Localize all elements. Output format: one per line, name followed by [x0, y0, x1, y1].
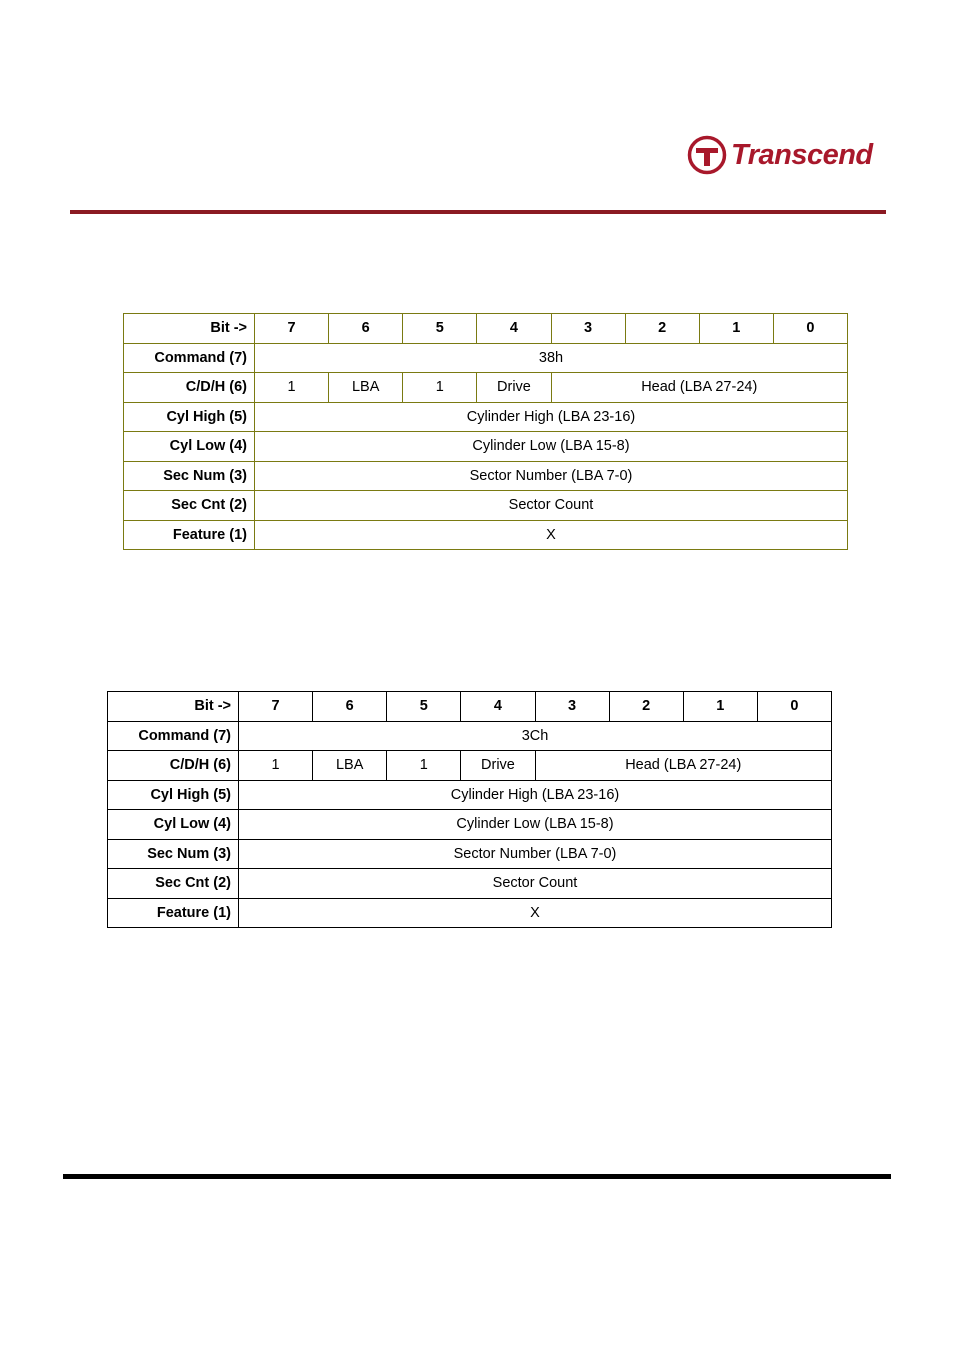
- bit-0-header: 0: [757, 692, 831, 722]
- feature-row: [108, 898, 832, 928]
- command-row: [108, 721, 832, 751]
- cdh-bit5: 1: [403, 373, 477, 403]
- command-value: 3Ch: [239, 721, 832, 751]
- bit-header-row: [108, 692, 832, 722]
- transcend-logo: [687, 134, 873, 176]
- command-label: Command (7): [124, 343, 255, 373]
- cyl-high-label: Cyl High (5): [108, 780, 239, 810]
- feature-label: Feature (1): [124, 520, 255, 550]
- cdh-bit6: LBA: [313, 751, 387, 781]
- cyl-high-value: Cylinder High (LBA 23-16): [255, 402, 848, 432]
- sec-cnt-row: [124, 491, 848, 521]
- cdh-bit7: 1: [239, 751, 313, 781]
- bit-3-header: 3: [535, 692, 609, 722]
- cyl-low-label: Cyl Low (4): [108, 810, 239, 840]
- bit-header-row: [124, 314, 848, 344]
- cyl-high-row: [124, 402, 848, 432]
- bit-4-header: 4: [461, 692, 535, 722]
- cdh-bit4: Drive: [461, 751, 535, 781]
- bit-row-label: Bit ->: [124, 314, 255, 344]
- cyl-low-row: [108, 810, 832, 840]
- command-label: Command (7): [108, 721, 239, 751]
- bit-row-label: Bit ->: [108, 692, 239, 722]
- footer-divider: [63, 1174, 891, 1179]
- cyl-low-row: [124, 432, 848, 462]
- cyl-low-label: Cyl Low (4): [124, 432, 255, 462]
- header-divider: [70, 210, 886, 214]
- command-value: 38h: [255, 343, 848, 373]
- bit-7-header: 7: [239, 692, 313, 722]
- feature-label: Feature (1): [108, 898, 239, 928]
- sec-num-label: Sec Num (3): [124, 461, 255, 491]
- sec-cnt-label: Sec Cnt (2): [108, 869, 239, 899]
- cdh-bit7: 1: [255, 373, 329, 403]
- register-table-2: [107, 691, 832, 928]
- bit-1-header: 1: [683, 692, 757, 722]
- bit-6-header: 6: [329, 314, 403, 344]
- feature-value: X: [239, 898, 832, 928]
- cdh-row: [108, 751, 832, 781]
- cdh-bit4: Drive: [477, 373, 551, 403]
- cdh-head: Head (LBA 27-24): [551, 373, 848, 403]
- cdh-label: C/D/H (6): [124, 373, 255, 403]
- transcend-logo-icon: [687, 135, 727, 175]
- cdh-row: [124, 373, 848, 403]
- sec-cnt-label: Sec Cnt (2): [124, 491, 255, 521]
- feature-row: [124, 520, 848, 550]
- sec-num-row: [124, 461, 848, 491]
- sec-num-value: Sector Number (LBA 7-0): [255, 461, 848, 491]
- bit-5-header: 5: [403, 314, 477, 344]
- bit-1-header: 1: [699, 314, 773, 344]
- sec-num-value: Sector Number (LBA 7-0): [239, 839, 832, 869]
- feature-value: X: [255, 520, 848, 550]
- bit-2-header: 2: [625, 314, 699, 344]
- sec-cnt-row: [108, 869, 832, 899]
- bit-4-header: 4: [477, 314, 551, 344]
- bit-6-header: 6: [313, 692, 387, 722]
- cyl-high-row: [108, 780, 832, 810]
- bit-2-header: 2: [609, 692, 683, 722]
- sec-num-label: Sec Num (3): [108, 839, 239, 869]
- register-table-1: [123, 313, 848, 550]
- bit-7-header: 7: [255, 314, 329, 344]
- bit-3-header: 3: [551, 314, 625, 344]
- cyl-high-label: Cyl High (5): [124, 402, 255, 432]
- cdh-label: C/D/H (6): [108, 751, 239, 781]
- sec-num-row: [108, 839, 832, 869]
- sec-cnt-value: Sector Count: [239, 869, 832, 899]
- bit-0-header: 0: [773, 314, 847, 344]
- cdh-bit5: 1: [387, 751, 461, 781]
- logo-wordmark: Transcend: [731, 138, 873, 171]
- cdh-bit6: LBA: [329, 373, 403, 403]
- command-row: [124, 343, 848, 373]
- bit-5-header: 5: [387, 692, 461, 722]
- sec-cnt-value: Sector Count: [255, 491, 848, 521]
- cdh-head: Head (LBA 27-24): [535, 751, 832, 781]
- cyl-low-value: Cylinder Low (LBA 15-8): [239, 810, 832, 840]
- cyl-high-value: Cylinder High (LBA 23-16): [239, 780, 832, 810]
- cyl-low-value: Cylinder Low (LBA 15-8): [255, 432, 848, 462]
